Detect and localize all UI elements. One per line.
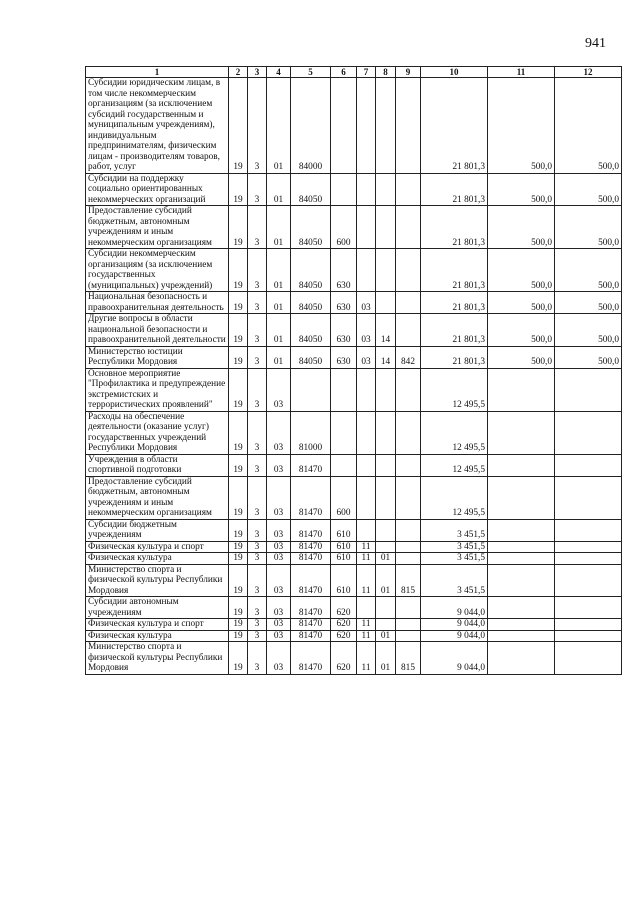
table-row: [86, 519, 622, 541]
amount-col-11-cell: [488, 553, 555, 565]
code-col-2-cell: 19: [229, 630, 248, 642]
code-col-3-cell: 3: [248, 314, 267, 347]
code-col-2-cell: 19: [229, 597, 248, 619]
code-col-4-cell: 01: [267, 346, 291, 368]
code-col-2-cell: 19: [229, 454, 248, 476]
code-col-8-cell: 14: [376, 346, 396, 368]
code-col-4-cell: 01: [267, 292, 291, 314]
code-col-5-cell: 84000: [291, 78, 331, 174]
code-col-2-cell: 19: [229, 642, 248, 675]
table-row: [86, 454, 622, 476]
amount-col-12-cell: [555, 476, 622, 519]
amount-col-11-cell: [488, 454, 555, 476]
code-col-9-cell: [396, 173, 421, 206]
amount-col-11-cell: 500,0: [488, 206, 555, 249]
code-col-9-cell: [396, 78, 421, 174]
code-col-3-cell: 3: [248, 630, 267, 642]
column-header: 11: [488, 67, 555, 78]
amount-col-12-cell: [555, 368, 622, 411]
code-col-9-cell: 815: [396, 564, 421, 597]
code-col-6-cell: [331, 368, 357, 411]
code-col-8-cell: [376, 454, 396, 476]
code-col-3-cell: 3: [248, 597, 267, 619]
item-name-cell: Субсидии на поддержку социально ориентированных некоммерческих организаций: [86, 173, 229, 206]
amount-col-10-cell: 3 451,5: [421, 541, 488, 553]
code-col-8-cell: [376, 597, 396, 619]
table-row: [86, 173, 622, 206]
table-row: [86, 541, 622, 553]
code-col-3-cell: 3: [248, 249, 267, 292]
code-col-7-cell: 11: [357, 642, 376, 675]
amount-col-11-cell: 500,0: [488, 314, 555, 347]
amount-col-11-cell: [488, 519, 555, 541]
code-col-2-cell: 19: [229, 368, 248, 411]
code-col-4-cell: 03: [267, 454, 291, 476]
code-col-4-cell: 03: [267, 476, 291, 519]
amount-col-10-cell: 12 495,5: [421, 476, 488, 519]
code-col-7-cell: [357, 173, 376, 206]
amount-col-10-cell: 3 451,5: [421, 553, 488, 565]
column-header: 12: [555, 67, 622, 78]
code-col-3-cell: 3: [248, 642, 267, 675]
code-col-7-cell: [357, 476, 376, 519]
code-col-5-cell: 81470: [291, 541, 331, 553]
code-col-2-cell: 19: [229, 619, 248, 631]
code-col-4-cell: 01: [267, 206, 291, 249]
code-col-3-cell: 3: [248, 411, 267, 454]
code-col-4-cell: 03: [267, 541, 291, 553]
code-col-9-cell: [396, 541, 421, 553]
amount-col-12-cell: 500,0: [555, 292, 622, 314]
table-header-row: [86, 67, 622, 78]
code-col-5-cell: 81470: [291, 519, 331, 541]
code-col-2-cell: 19: [229, 519, 248, 541]
code-col-6-cell: [331, 411, 357, 454]
code-col-4-cell: 01: [267, 78, 291, 174]
code-col-3-cell: 3: [248, 173, 267, 206]
code-col-9-cell: [396, 476, 421, 519]
table-row: [86, 346, 622, 368]
code-col-2-cell: 19: [229, 564, 248, 597]
amount-col-11-cell: [488, 564, 555, 597]
code-col-6-cell: 610: [331, 564, 357, 597]
code-col-2-cell: 19: [229, 346, 248, 368]
code-col-8-cell: [376, 368, 396, 411]
code-col-9-cell: [396, 411, 421, 454]
code-col-3-cell: 3: [248, 541, 267, 553]
column-header: 1: [86, 67, 229, 78]
amount-col-12-cell: 500,0: [555, 173, 622, 206]
item-name-cell: Субсидии бюджетным учреждениям: [86, 519, 229, 541]
code-col-9-cell: [396, 314, 421, 347]
code-col-5-cell: 81000: [291, 411, 331, 454]
code-col-7-cell: [357, 454, 376, 476]
table-row: [86, 476, 622, 519]
code-col-6-cell: [331, 78, 357, 174]
amount-col-12-cell: [555, 597, 622, 619]
amount-col-11-cell: 500,0: [488, 292, 555, 314]
code-col-6-cell: 630: [331, 292, 357, 314]
code-col-4-cell: 03: [267, 597, 291, 619]
amount-col-11-cell: [488, 597, 555, 619]
amount-col-11-cell: [488, 642, 555, 675]
code-col-6-cell: 620: [331, 619, 357, 631]
code-col-5-cell: 84050: [291, 314, 331, 347]
amount-col-11-cell: [488, 476, 555, 519]
code-col-8-cell: [376, 78, 396, 174]
code-col-7-cell: 03: [357, 346, 376, 368]
code-col-8-cell: 01: [376, 630, 396, 642]
column-header: 3: [248, 67, 267, 78]
code-col-9-cell: [396, 249, 421, 292]
code-col-4-cell: 01: [267, 249, 291, 292]
item-name-cell: Другие вопросы в области национальной безопасности и правоохранительной деятельности: [86, 314, 229, 347]
code-col-8-cell: [376, 173, 396, 206]
amount-col-12-cell: 500,0: [555, 346, 622, 368]
code-col-9-cell: [396, 630, 421, 642]
code-col-4-cell: 03: [267, 619, 291, 631]
amount-col-10-cell: 12 495,5: [421, 454, 488, 476]
table-row: [86, 292, 622, 314]
table-row: [86, 642, 622, 675]
code-col-7-cell: 03: [357, 292, 376, 314]
amount-col-10-cell: 21 801,3: [421, 173, 488, 206]
column-header: 2: [229, 67, 248, 78]
amount-col-10-cell: 21 801,3: [421, 78, 488, 174]
amount-col-12-cell: 500,0: [555, 249, 622, 292]
item-name-cell: Расходы на обеспечение деятельности (оказание услуг) государственных учреждений Республики Мордовия: [86, 411, 229, 454]
amount-col-10-cell: 21 801,3: [421, 346, 488, 368]
code-col-6-cell: 610: [331, 541, 357, 553]
code-col-3-cell: 3: [248, 564, 267, 597]
amount-col-11-cell: 500,0: [488, 173, 555, 206]
amount-col-11-cell: [488, 368, 555, 411]
code-col-5-cell: 81470: [291, 564, 331, 597]
code-col-8-cell: [376, 206, 396, 249]
amount-col-11-cell: [488, 541, 555, 553]
amount-col-10-cell: 9 044,0: [421, 597, 488, 619]
code-col-5-cell: 84050: [291, 206, 331, 249]
code-col-3-cell: 3: [248, 476, 267, 519]
code-col-7-cell: [357, 597, 376, 619]
code-col-6-cell: 600: [331, 206, 357, 249]
amount-col-12-cell: [555, 619, 622, 631]
code-col-4-cell: 03: [267, 519, 291, 541]
code-col-6-cell: 620: [331, 597, 357, 619]
column-header: 5: [291, 67, 331, 78]
table-row: [86, 630, 622, 642]
amount-col-12-cell: 500,0: [555, 78, 622, 174]
table-row: [86, 597, 622, 619]
code-col-9-cell: [396, 553, 421, 565]
code-col-5-cell: 81470: [291, 476, 331, 519]
code-col-3-cell: 3: [248, 346, 267, 368]
code-col-5-cell: 81470: [291, 642, 331, 675]
code-col-4-cell: 01: [267, 314, 291, 347]
code-col-2-cell: 19: [229, 292, 248, 314]
amount-col-10-cell: 9 044,0: [421, 642, 488, 675]
code-col-3-cell: 3: [248, 368, 267, 411]
item-name-cell: Министерство юстиции Республики Мордовия: [86, 346, 229, 368]
code-col-5-cell: 84050: [291, 173, 331, 206]
amount-col-12-cell: [555, 553, 622, 565]
code-col-7-cell: [357, 368, 376, 411]
item-name-cell: Субсидии автономным учреждениям: [86, 597, 229, 619]
table-row: [86, 564, 622, 597]
code-col-5-cell: [291, 368, 331, 411]
code-col-2-cell: 19: [229, 411, 248, 454]
amount-col-10-cell: 21 801,3: [421, 206, 488, 249]
code-col-5-cell: 81470: [291, 553, 331, 565]
code-col-4-cell: 03: [267, 642, 291, 675]
column-header: 6: [331, 67, 357, 78]
code-col-9-cell: 842: [396, 346, 421, 368]
amount-col-11-cell: [488, 411, 555, 454]
code-col-7-cell: 11: [357, 619, 376, 631]
code-col-3-cell: 3: [248, 206, 267, 249]
item-name-cell: Физическая культура и спорт: [86, 619, 229, 631]
code-col-6-cell: 600: [331, 476, 357, 519]
item-name-cell: Национальная безопасность и правоохранительная деятельность: [86, 292, 229, 314]
code-col-2-cell: 19: [229, 314, 248, 347]
amount-col-11-cell: 500,0: [488, 249, 555, 292]
code-col-9-cell: [396, 292, 421, 314]
amount-col-10-cell: 9 044,0: [421, 630, 488, 642]
code-col-3-cell: 3: [248, 519, 267, 541]
code-col-2-cell: 19: [229, 553, 248, 565]
amount-col-10-cell: 3 451,5: [421, 564, 488, 597]
amount-col-11-cell: 500,0: [488, 346, 555, 368]
code-col-9-cell: [396, 206, 421, 249]
item-name-cell: Основное мероприятие "Профилактика и предупреждение экстремистских и террористических проявлений": [86, 368, 229, 411]
amount-col-10-cell: 12 495,5: [421, 368, 488, 411]
code-col-3-cell: 3: [248, 553, 267, 565]
code-col-3-cell: 3: [248, 292, 267, 314]
code-col-5-cell: 81470: [291, 597, 331, 619]
table-body: [86, 78, 622, 675]
code-col-9-cell: [396, 368, 421, 411]
amount-col-10-cell: 21 801,3: [421, 249, 488, 292]
code-col-6-cell: [331, 454, 357, 476]
code-col-6-cell: 630: [331, 314, 357, 347]
code-col-7-cell: 11: [357, 553, 376, 565]
amount-col-10-cell: 9 044,0: [421, 619, 488, 631]
code-col-8-cell: [376, 249, 396, 292]
code-col-8-cell: 14: [376, 314, 396, 347]
column-header: 9: [396, 67, 421, 78]
code-col-5-cell: 84050: [291, 292, 331, 314]
table-row: [86, 553, 622, 565]
table-row: [86, 411, 622, 454]
code-col-2-cell: 19: [229, 206, 248, 249]
code-col-5-cell: 84050: [291, 249, 331, 292]
column-header: 7: [357, 67, 376, 78]
code-col-3-cell: 3: [248, 454, 267, 476]
code-col-4-cell: 03: [267, 630, 291, 642]
code-col-6-cell: 620: [331, 642, 357, 675]
amount-col-11-cell: [488, 630, 555, 642]
amount-col-11-cell: [488, 619, 555, 631]
code-col-5-cell: 81470: [291, 454, 331, 476]
code-col-5-cell: 84050: [291, 346, 331, 368]
code-col-5-cell: 81470: [291, 619, 331, 631]
item-name-cell: Учреждения в области спортивной подготовки: [86, 454, 229, 476]
code-col-6-cell: 620: [331, 630, 357, 642]
code-col-8-cell: 01: [376, 642, 396, 675]
code-col-9-cell: [396, 619, 421, 631]
code-col-2-cell: 19: [229, 78, 248, 174]
amount-col-12-cell: [555, 642, 622, 675]
code-col-6-cell: 630: [331, 346, 357, 368]
amount-col-12-cell: [555, 411, 622, 454]
code-col-7-cell: [357, 411, 376, 454]
code-col-6-cell: 630: [331, 249, 357, 292]
item-name-cell: Предоставление субсидий бюджетным, автономным учреждениям и иным некоммерческим организациям: [86, 206, 229, 249]
amount-col-10-cell: 21 801,3: [421, 292, 488, 314]
code-col-9-cell: [396, 519, 421, 541]
code-col-8-cell: [376, 411, 396, 454]
code-col-4-cell: 03: [267, 553, 291, 565]
code-col-6-cell: [331, 173, 357, 206]
code-col-7-cell: 11: [357, 564, 376, 597]
table-row: [86, 619, 622, 631]
code-col-8-cell: [376, 519, 396, 541]
table-row: [86, 249, 622, 292]
code-col-2-cell: 19: [229, 476, 248, 519]
item-name-cell: Министерство спорта и физической культуры Республики Мордовия: [86, 564, 229, 597]
code-col-6-cell: 610: [331, 553, 357, 565]
item-name-cell: Министерство спорта и физической культуры Республики Мордовия: [86, 642, 229, 675]
budget-table: [85, 66, 622, 675]
column-header: 4: [267, 67, 291, 78]
amount-col-12-cell: [555, 564, 622, 597]
amount-col-10-cell: 21 801,3: [421, 314, 488, 347]
item-name-cell: Физическая культура: [86, 630, 229, 642]
code-col-5-cell: 81470: [291, 630, 331, 642]
table-row: [86, 78, 622, 174]
amount-col-12-cell: [555, 454, 622, 476]
code-col-2-cell: 19: [229, 173, 248, 206]
code-col-2-cell: 19: [229, 249, 248, 292]
code-col-9-cell: [396, 597, 421, 619]
code-col-7-cell: [357, 78, 376, 174]
amount-col-12-cell: [555, 519, 622, 541]
column-header: 10: [421, 67, 488, 78]
code-col-4-cell: 03: [267, 368, 291, 411]
code-col-7-cell: 11: [357, 630, 376, 642]
code-col-8-cell: 01: [376, 564, 396, 597]
item-name-cell: Физическая культура и спорт: [86, 541, 229, 553]
amount-col-12-cell: 500,0: [555, 314, 622, 347]
code-col-8-cell: [376, 619, 396, 631]
code-col-7-cell: [357, 249, 376, 292]
code-col-2-cell: 19: [229, 541, 248, 553]
amount-col-10-cell: 3 451,5: [421, 519, 488, 541]
code-col-7-cell: 11: [357, 541, 376, 553]
code-col-7-cell: [357, 206, 376, 249]
amount-col-11-cell: 500,0: [488, 78, 555, 174]
page-number: 941: [585, 36, 606, 51]
code-col-3-cell: 3: [248, 78, 267, 174]
code-col-9-cell: 815: [396, 642, 421, 675]
item-name-cell: Субсидии некоммерческим организациям (за исключением государственных (муниципальных) учреждений): [86, 249, 229, 292]
code-col-4-cell: 03: [267, 564, 291, 597]
table-row: [86, 314, 622, 347]
code-col-8-cell: 01: [376, 553, 396, 565]
code-col-6-cell: 610: [331, 519, 357, 541]
code-col-3-cell: 3: [248, 619, 267, 631]
item-name-cell: Физическая культура: [86, 553, 229, 565]
code-col-4-cell: 01: [267, 173, 291, 206]
code-col-7-cell: 03: [357, 314, 376, 347]
item-name-cell: Субсидии юридическим лицам, в том числе некоммерческим организациям (за исключением субсидий государственным и муниципальным учреждениям), индивидуальным предпринимателям, физическим лицам - производителям товаров, работ, услуг: [86, 78, 229, 174]
code-col-8-cell: [376, 292, 396, 314]
code-col-4-cell: 03: [267, 411, 291, 454]
code-col-7-cell: [357, 519, 376, 541]
amount-col-10-cell: 12 495,5: [421, 411, 488, 454]
code-col-9-cell: [396, 454, 421, 476]
code-col-8-cell: [376, 541, 396, 553]
code-col-8-cell: [376, 476, 396, 519]
item-name-cell: Предоставление субсидий бюджетным, автономным учреждениям и иным некоммерческим организациям: [86, 476, 229, 519]
amount-col-12-cell: 500,0: [555, 206, 622, 249]
table-row: [86, 206, 622, 249]
amount-col-12-cell: [555, 541, 622, 553]
column-header: 8: [376, 67, 396, 78]
table-row: [86, 368, 622, 411]
amount-col-12-cell: [555, 630, 622, 642]
